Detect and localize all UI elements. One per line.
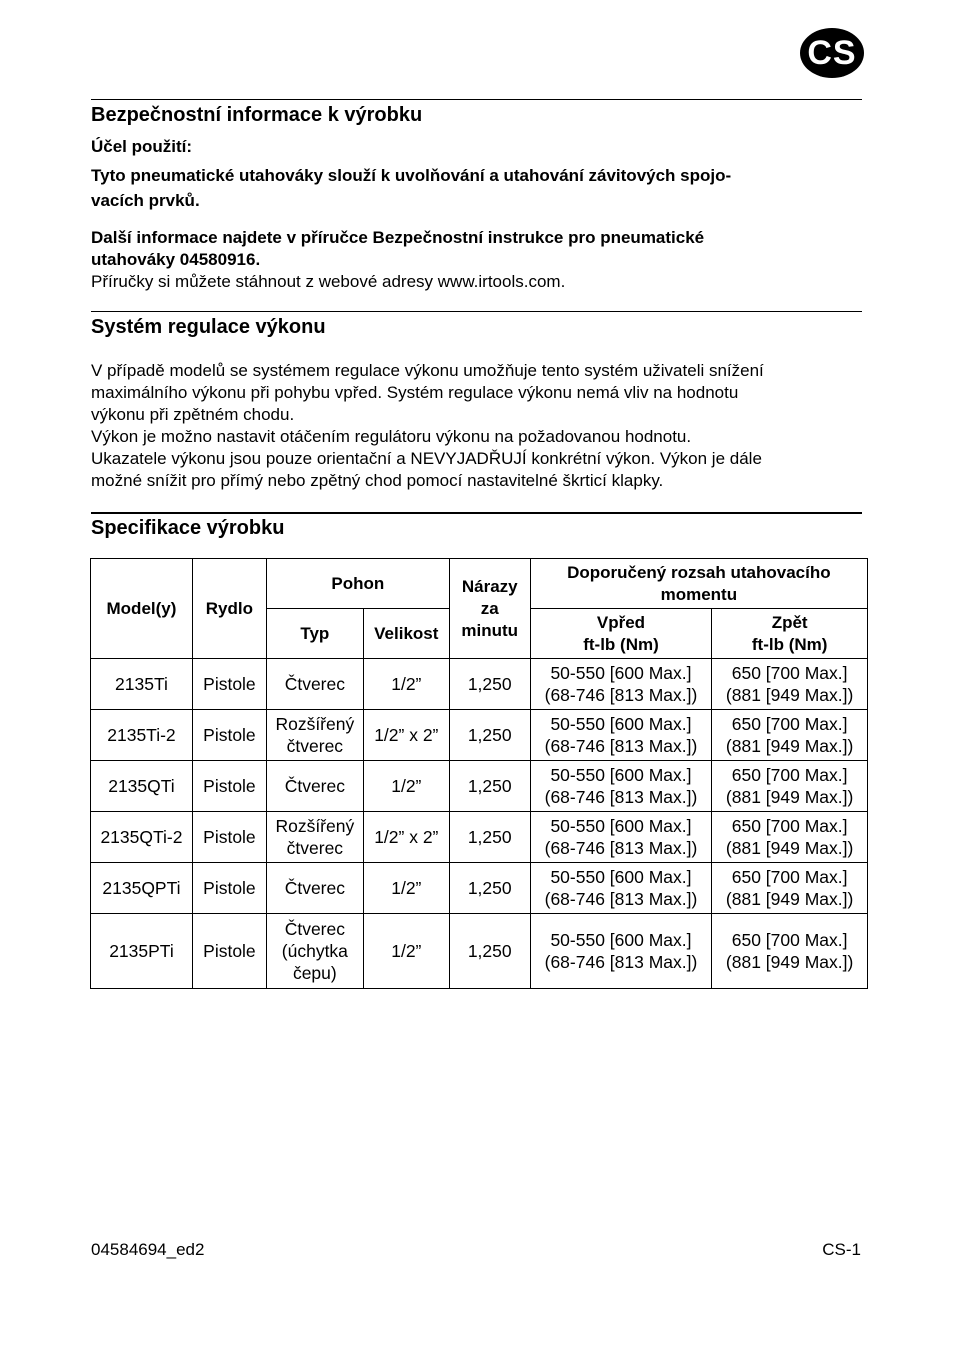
table-row (91, 659, 868, 710)
header-torque-line: Doporučený rozsah utahovacího (567, 562, 831, 582)
header-forward-line: Vpřed (596, 612, 646, 632)
header-handle: Rydlo (192, 559, 266, 659)
header-reverse-line: Zpět (771, 612, 808, 632)
section-heading-safety: Bezpečnostní informace k výrobku (91, 104, 423, 126)
cell-reverse (712, 710, 868, 761)
cell-line: 650 [700 Max.] (731, 867, 848, 887)
cell-model: 2135QTi-2 (91, 812, 193, 863)
table-row (91, 761, 868, 812)
cell-impacts: 1,250 (449, 863, 530, 914)
cell-model: 2135PTi (91, 914, 193, 989)
table-row (91, 710, 868, 761)
cell-impacts: 1,250 (449, 812, 530, 863)
cell-line: (68-746 [813 Max.]) (544, 952, 698, 972)
cell-reverse (712, 863, 868, 914)
cell-line: 650 [700 Max.] (731, 930, 848, 950)
cell-line: Čtverec (284, 674, 345, 694)
purpose-text (91, 163, 861, 213)
more-info-line: utahováky 04580916. (91, 250, 261, 269)
header-drive-type: Typ (266, 609, 363, 659)
cell-line: 50-550 [600 Max.] (550, 930, 692, 950)
header-impacts-line: Nárazy (461, 576, 518, 596)
cell-reverse (712, 812, 868, 863)
section-heading-power-regulation: Systém regulace výkonu (91, 316, 326, 338)
header-drive: Pohon (266, 559, 449, 609)
header-reverse (712, 609, 868, 659)
purpose-label: Účel použití: (91, 137, 193, 156)
cell-line: 50-550 [600 Max.] (550, 867, 692, 887)
cell-line: (881 [949 Max.]) (725, 838, 854, 858)
table-row (91, 914, 868, 989)
more-info-line: Další informace najdete v příručce Bezpečnostní instrukce pro pneumatické (91, 228, 705, 247)
body-line: maximálního výkonu při pohybu vpřed. Systém regulace výkonu nemá vliv na hodnotu (91, 383, 739, 402)
cell-line: (68-746 [813 Max.]) (544, 685, 698, 705)
cell-reverse (712, 659, 868, 710)
cell-size: 1/2” (363, 863, 449, 914)
cell-line: 50-550 [600 Max.] (550, 714, 692, 734)
cell-line: 50-550 [600 Max.] (550, 663, 692, 683)
cell-line: (68-746 [813 Max.]) (544, 787, 698, 807)
header-torque (530, 559, 867, 609)
section-heading-specifications: Specifikace výrobku (91, 517, 285, 539)
cell-type (266, 914, 363, 989)
page-number: CS-1 (822, 1240, 861, 1259)
cell-impacts: 1,250 (449, 659, 530, 710)
cell-impacts: 1,250 (449, 761, 530, 812)
header-drive-size: Velikost (363, 609, 449, 659)
specification-table (90, 558, 868, 989)
cell-line: čtverec (286, 838, 344, 858)
cell-type (266, 710, 363, 761)
cell-handle: Pistole (192, 812, 266, 863)
cell-line: 50-550 [600 Max.] (550, 765, 692, 785)
body-line: Ukazatele výkonu jsou pouze orientační a NEVYJADŘUJÍ konkrétní výkon. Výkon je dále (91, 449, 762, 468)
cell-forward (530, 812, 712, 863)
body-line: Výkon je možno nastavit otáčením regulátoru výkonu na požadovanou hodnotu. (91, 427, 692, 446)
cell-line: 650 [700 Max.] (731, 765, 848, 785)
cell-line: Rozšířený (275, 816, 355, 836)
cell-line: 650 [700 Max.] (731, 816, 848, 836)
cell-model: 2135Ti-2 (91, 710, 193, 761)
cell-size: 1/2” (363, 914, 449, 989)
cell-type (266, 863, 363, 914)
download-line: Příručky si můžete stáhnout z webové adresy www.irtools.com. (91, 272, 566, 291)
cell-handle: Pistole (192, 761, 266, 812)
header-torque-line: momentu (660, 584, 738, 604)
cell-reverse (712, 914, 868, 989)
header-forward (530, 609, 712, 659)
cell-reverse (712, 761, 868, 812)
cell-line: (68-746 [813 Max.]) (544, 889, 698, 909)
cell-line: (881 [949 Max.]) (725, 889, 854, 909)
header-reverse-line: ft-lb (Nm) (751, 634, 828, 654)
cell-forward (530, 863, 712, 914)
body-line: možné snížit pro přímý nebo zpětný chod pomocí nastavitelné škrticí klapky. (91, 471, 664, 490)
cell-line: Rozšířený (275, 714, 355, 734)
cell-line: 50-550 [600 Max.] (550, 816, 692, 836)
cell-type (266, 761, 363, 812)
purpose-line: vacích prvků. (91, 191, 200, 210)
language-badge: CS (800, 28, 864, 78)
cell-size: 1/2” x 2” (363, 812, 449, 863)
cell-forward (530, 659, 712, 710)
header-model: Model(y) (91, 559, 193, 659)
cell-model: 2135QTi (91, 761, 193, 812)
header-impacts (449, 559, 530, 659)
cell-type (266, 659, 363, 710)
cell-line: Čtverec (284, 776, 345, 796)
cell-model: 2135Ti (91, 659, 193, 710)
section-divider (91, 99, 862, 100)
cell-line: 650 [700 Max.] (731, 663, 848, 683)
cell-forward (530, 761, 712, 812)
cell-handle: Pistole (192, 659, 266, 710)
header-impacts-line: za (480, 598, 499, 618)
cell-line: (881 [949 Max.]) (725, 787, 854, 807)
cell-line: (881 [949 Max.]) (725, 736, 854, 756)
document-code: 04584694_ed2 (91, 1240, 205, 1259)
cell-line: Čtverec (284, 919, 345, 939)
power-regulation-text (91, 360, 861, 492)
cell-line: (881 [949 Max.]) (725, 685, 854, 705)
cell-handle: Pistole (192, 863, 266, 914)
table-row (91, 812, 868, 863)
cell-size: 1/2” (363, 659, 449, 710)
cell-handle: Pistole (192, 914, 266, 989)
section-divider (91, 311, 862, 312)
cell-line: (881 [949 Max.]) (725, 952, 854, 972)
body-line: výkonu při zpětném chodu. (91, 405, 295, 424)
cell-model: 2135QPTi (91, 863, 193, 914)
cell-size: 1/2” x 2” (363, 710, 449, 761)
cell-forward (530, 914, 712, 989)
more-info-text (91, 227, 861, 293)
header-impacts-line: minutu (461, 620, 519, 640)
cell-line: čtverec (286, 736, 344, 756)
cell-size: 1/2” (363, 761, 449, 812)
body-line: V případě modelů se systémem regulace výkonu umožňuje tento systém uživateli snížení (91, 361, 764, 380)
table-row (91, 863, 868, 914)
cell-line: (úchytka (281, 941, 348, 961)
section-divider (91, 512, 862, 514)
cell-impacts: 1,250 (449, 914, 530, 989)
cell-forward (530, 710, 712, 761)
cell-line: čepu) (292, 963, 337, 983)
purpose-line: Tyto pneumatické utahováky slouží k uvolňování a utahování závitových spojo- (91, 166, 732, 185)
cell-line: 650 [700 Max.] (731, 714, 848, 734)
cell-line: (68-746 [813 Max.]) (544, 838, 698, 858)
cell-impacts: 1,250 (449, 710, 530, 761)
cell-type (266, 812, 363, 863)
header-forward-line: ft-lb (Nm) (583, 634, 659, 654)
cell-handle: Pistole (192, 710, 266, 761)
cell-line: Čtverec (284, 878, 345, 898)
cell-line: (68-746 [813 Max.]) (544, 736, 698, 756)
